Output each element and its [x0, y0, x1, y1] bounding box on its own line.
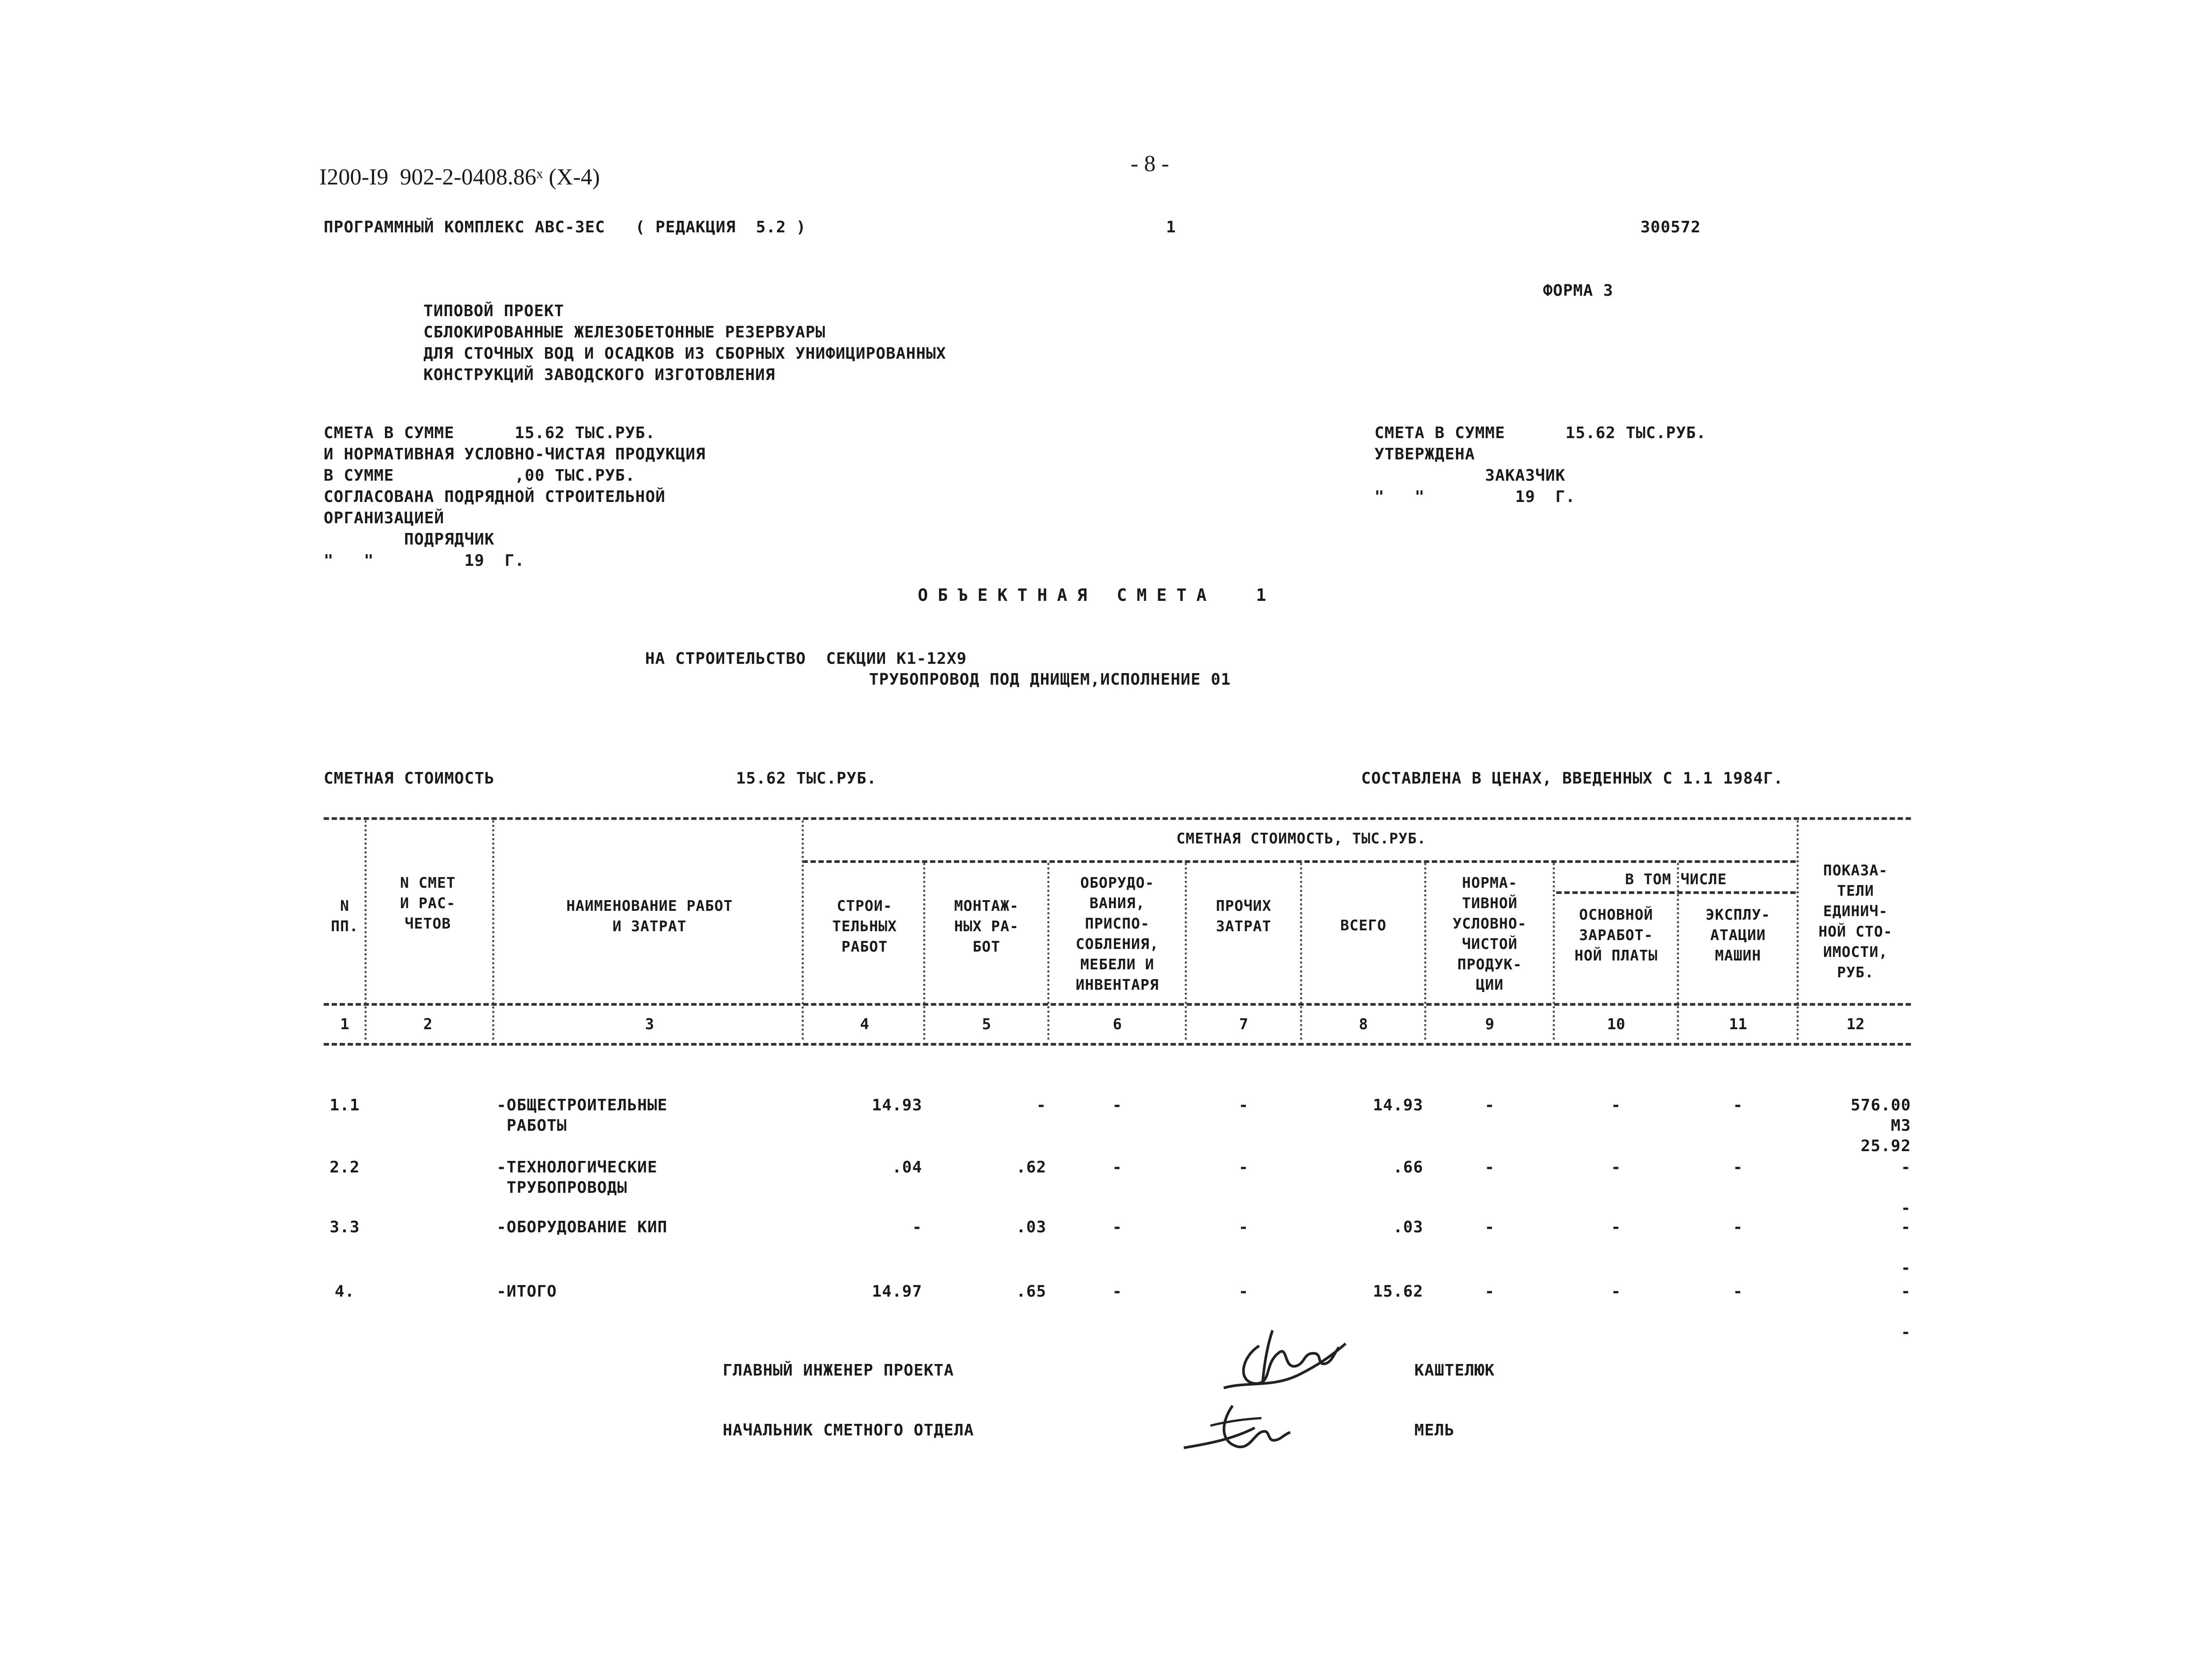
approval-line: " " 19 Г. — [324, 552, 525, 570]
column-number: 6 — [1112, 1015, 1122, 1033]
column-number: 2 — [423, 1015, 433, 1033]
approval-line: СМЕТА В СУММЕ 15.62 ТЫС.РУБ. — [324, 424, 656, 442]
column-number: 7 — [1239, 1015, 1249, 1033]
cell-total: .03 — [1393, 1218, 1423, 1236]
estimate-subtitle: НА СТРОИТЕЛЬСТВО СЕКЦИИ К1-12Х9 — [645, 650, 967, 668]
column-separator — [1300, 863, 1302, 1040]
project-line: СБЛОКИРОВАННЫЕ ЖЕЛЕЗОБЕТОННЫЕ РЕЗЕРВУАРЫ — [423, 323, 826, 341]
estimate-department-head-signature-icon — [1179, 1397, 1304, 1459]
project-description — [423, 279, 946, 407]
cell-installation: .65 — [1016, 1282, 1046, 1301]
column-separator — [492, 820, 494, 1040]
contractor-approval-block — [324, 401, 706, 593]
table-top-rule — [324, 817, 1911, 820]
cell-machines: - — [1733, 1218, 1743, 1236]
cell-n: 3.3 — [329, 1218, 360, 1236]
approval-line: СМЕТА В СУММЕ 15.62 ТЫС.РУБ. — [1374, 424, 1707, 442]
cell-construction: 14.97 — [872, 1282, 922, 1301]
cell-construction: .04 — [892, 1158, 922, 1176]
cell-name: -ИТОГО — [497, 1282, 557, 1301]
cell-equipment: - — [1112, 1158, 1123, 1176]
cell-other: - — [1238, 1282, 1249, 1301]
signature-name: МЕЛЬ — [1414, 1421, 1455, 1439]
cell-construction: - — [912, 1218, 922, 1236]
approval-line: И НОРМАТИВНАЯ УСЛОВНО-ЧИСТАЯ ПРОДУКЦИЯ — [324, 445, 706, 463]
subgroup-header-including: В ТОМ ЧИСЛЕ — [1625, 870, 1727, 888]
cell-installation: .62 — [1016, 1158, 1046, 1176]
column-header-construction: СТРОИ- ТЕЛЬНЫХ РАБОТ — [832, 897, 897, 955]
cell-wages: - — [1611, 1096, 1621, 1114]
cell-wages: - — [1611, 1282, 1621, 1301]
cell-unit-indicators: - - — [1901, 1282, 1911, 1341]
column-number: 8 — [1359, 1015, 1368, 1033]
cell-machines: - — [1733, 1282, 1743, 1301]
column-separator — [1797, 820, 1799, 1040]
cell-total: 15.62 — [1373, 1282, 1423, 1301]
cell-name: -ТЕХНОЛОГИЧЕСКИЕ ТРУБОПРОВОДЫ — [497, 1158, 658, 1197]
signature-name: КАШТЕЛЮК — [1414, 1361, 1495, 1380]
column-number: 12 — [1846, 1015, 1865, 1033]
cell-norm-product: - — [1484, 1158, 1495, 1176]
header-bottom-rule — [324, 1003, 1911, 1006]
cell-machines: - — [1733, 1158, 1743, 1176]
approval-line: УТВЕРЖДЕНА — [1374, 445, 1475, 463]
signature-role: ГЛАВНЫЙ ИНЖЕНЕР ПРОЕКТА — [723, 1361, 954, 1380]
approval-line: ПОДРЯДЧИК — [324, 530, 495, 549]
cell-other: - — [1238, 1096, 1249, 1114]
column-number: 3 — [645, 1015, 654, 1033]
estimate-title: ОБЪЕКТНАЯ СМЕТА 1 — [918, 585, 1276, 605]
cell-name: -ОБЩЕСТРОИТЕЛЬНЫЕ РАБОТЫ — [497, 1096, 668, 1135]
column-separator — [1047, 863, 1049, 1040]
cell-unit-indicators: - - — [1901, 1158, 1911, 1217]
column-number: 9 — [1485, 1015, 1495, 1033]
column-header-n: N ПП. — [331, 897, 359, 935]
group-header-estimate-cost: СМЕТНАЯ СТОИМОСТЬ, ТЫС.РУБ. — [1176, 830, 1426, 847]
cell-name: -ОБОРУДОВАНИЕ КИП — [497, 1218, 668, 1236]
chief-engineer-signature-icon — [1206, 1321, 1352, 1401]
cell-n: 2.2 — [329, 1158, 360, 1176]
cell-norm-product: - — [1484, 1218, 1495, 1236]
column-header-name: НАИМЕНОВАНИЕ РАБОТ И ЗАТРАТ — [566, 897, 733, 935]
project-line: ТИПОВОЙ ПРОЕКТ — [423, 302, 564, 320]
column-header-unit-indicators: ПОКАЗА- ТЕЛИ ЕДИНИЧ- НОЙ СТО- ИМОСТИ, РУБ. — [1818, 862, 1893, 981]
cell-unit-indicators: 576.00 М3 25.92 — [1850, 1096, 1911, 1155]
signature-role: НАЧАЛЬНИК СМЕТНОГО ОТДЕЛА — [723, 1421, 974, 1439]
cell-machines: - — [1733, 1096, 1743, 1114]
cell-wages: - — [1611, 1218, 1621, 1236]
column-number: 10 — [1607, 1015, 1625, 1033]
sheet-number: 1 — [1166, 218, 1176, 236]
page-number: - 8 - — [1131, 151, 1169, 176]
document-code: I200-I9 902-2-0408.86ˣ (X-4) — [319, 165, 600, 190]
approval-line: СОГЛАСОВАНА ПОДРЯДНОЙ СТРОИТЕЛЬНОЙ — [324, 488, 666, 506]
estimate-subtitle: ТРУБОПРОВОД ПОД ДНИЩЕМ,ИСПОЛНЕНИЕ 01 — [869, 670, 1231, 689]
cell-equipment: - — [1112, 1096, 1123, 1114]
cell-wages: - — [1611, 1158, 1621, 1176]
column-separator — [923, 863, 925, 1040]
approval-line: В СУММЕ ,00 ТЫС.РУБ. — [324, 466, 635, 485]
column-header-other: ПРОЧИХ ЗАТРАТ — [1216, 897, 1272, 935]
column-header-total: ВСЕГО — [1340, 917, 1387, 934]
cell-norm-product: - — [1484, 1282, 1495, 1301]
cell-other: - — [1238, 1218, 1249, 1236]
cell-n: 4. — [334, 1282, 355, 1301]
column-number: 11 — [1729, 1015, 1747, 1033]
form-label: ФОРМА 3 — [1543, 282, 1613, 300]
column-header-equipment: ОБОРУДО- ВАНИЯ, ПРИСПО- СОБЛЕНИЯ, МЕБЕЛИ И ИНВЕНТАРЯ — [1076, 874, 1159, 993]
column-separator — [1553, 863, 1555, 1040]
estimated-cost-value: 15.62 ТЫС.РУБ. — [736, 769, 877, 788]
column-header-wages: ОСНОВНОЙ ЗАРАБОТ- НОЙ ПЛАТЫ — [1574, 906, 1658, 964]
cell-installation: - — [1036, 1096, 1046, 1114]
cell-total: 14.93 — [1373, 1096, 1423, 1114]
cell-equipment: - — [1112, 1282, 1123, 1301]
customer-approval-block — [1374, 401, 1706, 529]
cell-equipment: - — [1112, 1218, 1123, 1236]
approval-line: ОРГАНИЗАЦИЕЙ — [324, 509, 445, 527]
cell-unit-indicators: - - — [1901, 1218, 1911, 1277]
project-line: КОНСТРУКЦИЙ ЗАВОДСКОГО ИЗГОТОВЛЕНИЯ — [423, 366, 775, 384]
column-header-estimate-no: N СМЕТ И РАС- ЧЕТОВ — [400, 874, 456, 932]
cell-installation: .03 — [1016, 1218, 1046, 1236]
subgroup-rule — [1556, 891, 1796, 894]
column-header-installation: МОНТАЖ- НЫХ РА- БОТ — [954, 897, 1019, 955]
project-line: ДЛЯ СТОЧНЫХ ВОД И ОСАДКОВ ИЗ СБОРНЫХ УНИФИЦИРОВАННЫХ — [423, 345, 947, 363]
cell-construction: 14.93 — [872, 1096, 922, 1114]
column-separator — [1185, 863, 1187, 1040]
software-version: ПРОГРАММНЫЙ КОМПЛЕКС АВС-3ЕС ( РЕДАКЦИЯ 5.2 ) — [324, 218, 806, 236]
group-rule — [803, 860, 1796, 863]
column-number: 5 — [982, 1015, 991, 1033]
column-number: 1 — [340, 1015, 349, 1033]
prices-note: СОСТАВЛЕНА В ЦЕНАХ, ВВЕДЕННЫХ С 1.1 1984Г. — [1361, 769, 1784, 788]
cell-norm-product: - — [1484, 1096, 1495, 1114]
table-body-rule — [324, 1043, 1911, 1046]
column-number: 4 — [860, 1015, 869, 1033]
column-header-norm-product: НОРМА- ТИВНОЙ УСЛОВНО- ЧИСТОЙ ПРОДУК- ЦИИ — [1452, 874, 1527, 993]
cell-n: 1.1 — [329, 1096, 360, 1114]
approval-line: " " 19 Г. — [1374, 488, 1576, 506]
column-header-machines: ЭКСПЛУ- АТАЦИИ МАШИН — [1705, 906, 1771, 964]
column-separator — [1424, 863, 1426, 1040]
cell-other: - — [1238, 1158, 1249, 1176]
estimated-cost-label: СМЕТНАЯ СТОИМОСТЬ — [324, 769, 495, 788]
cell-total: .66 — [1393, 1158, 1423, 1176]
approval-line: ЗАКАЗЧИК — [1374, 466, 1566, 485]
document-number: 300572 — [1640, 218, 1701, 236]
